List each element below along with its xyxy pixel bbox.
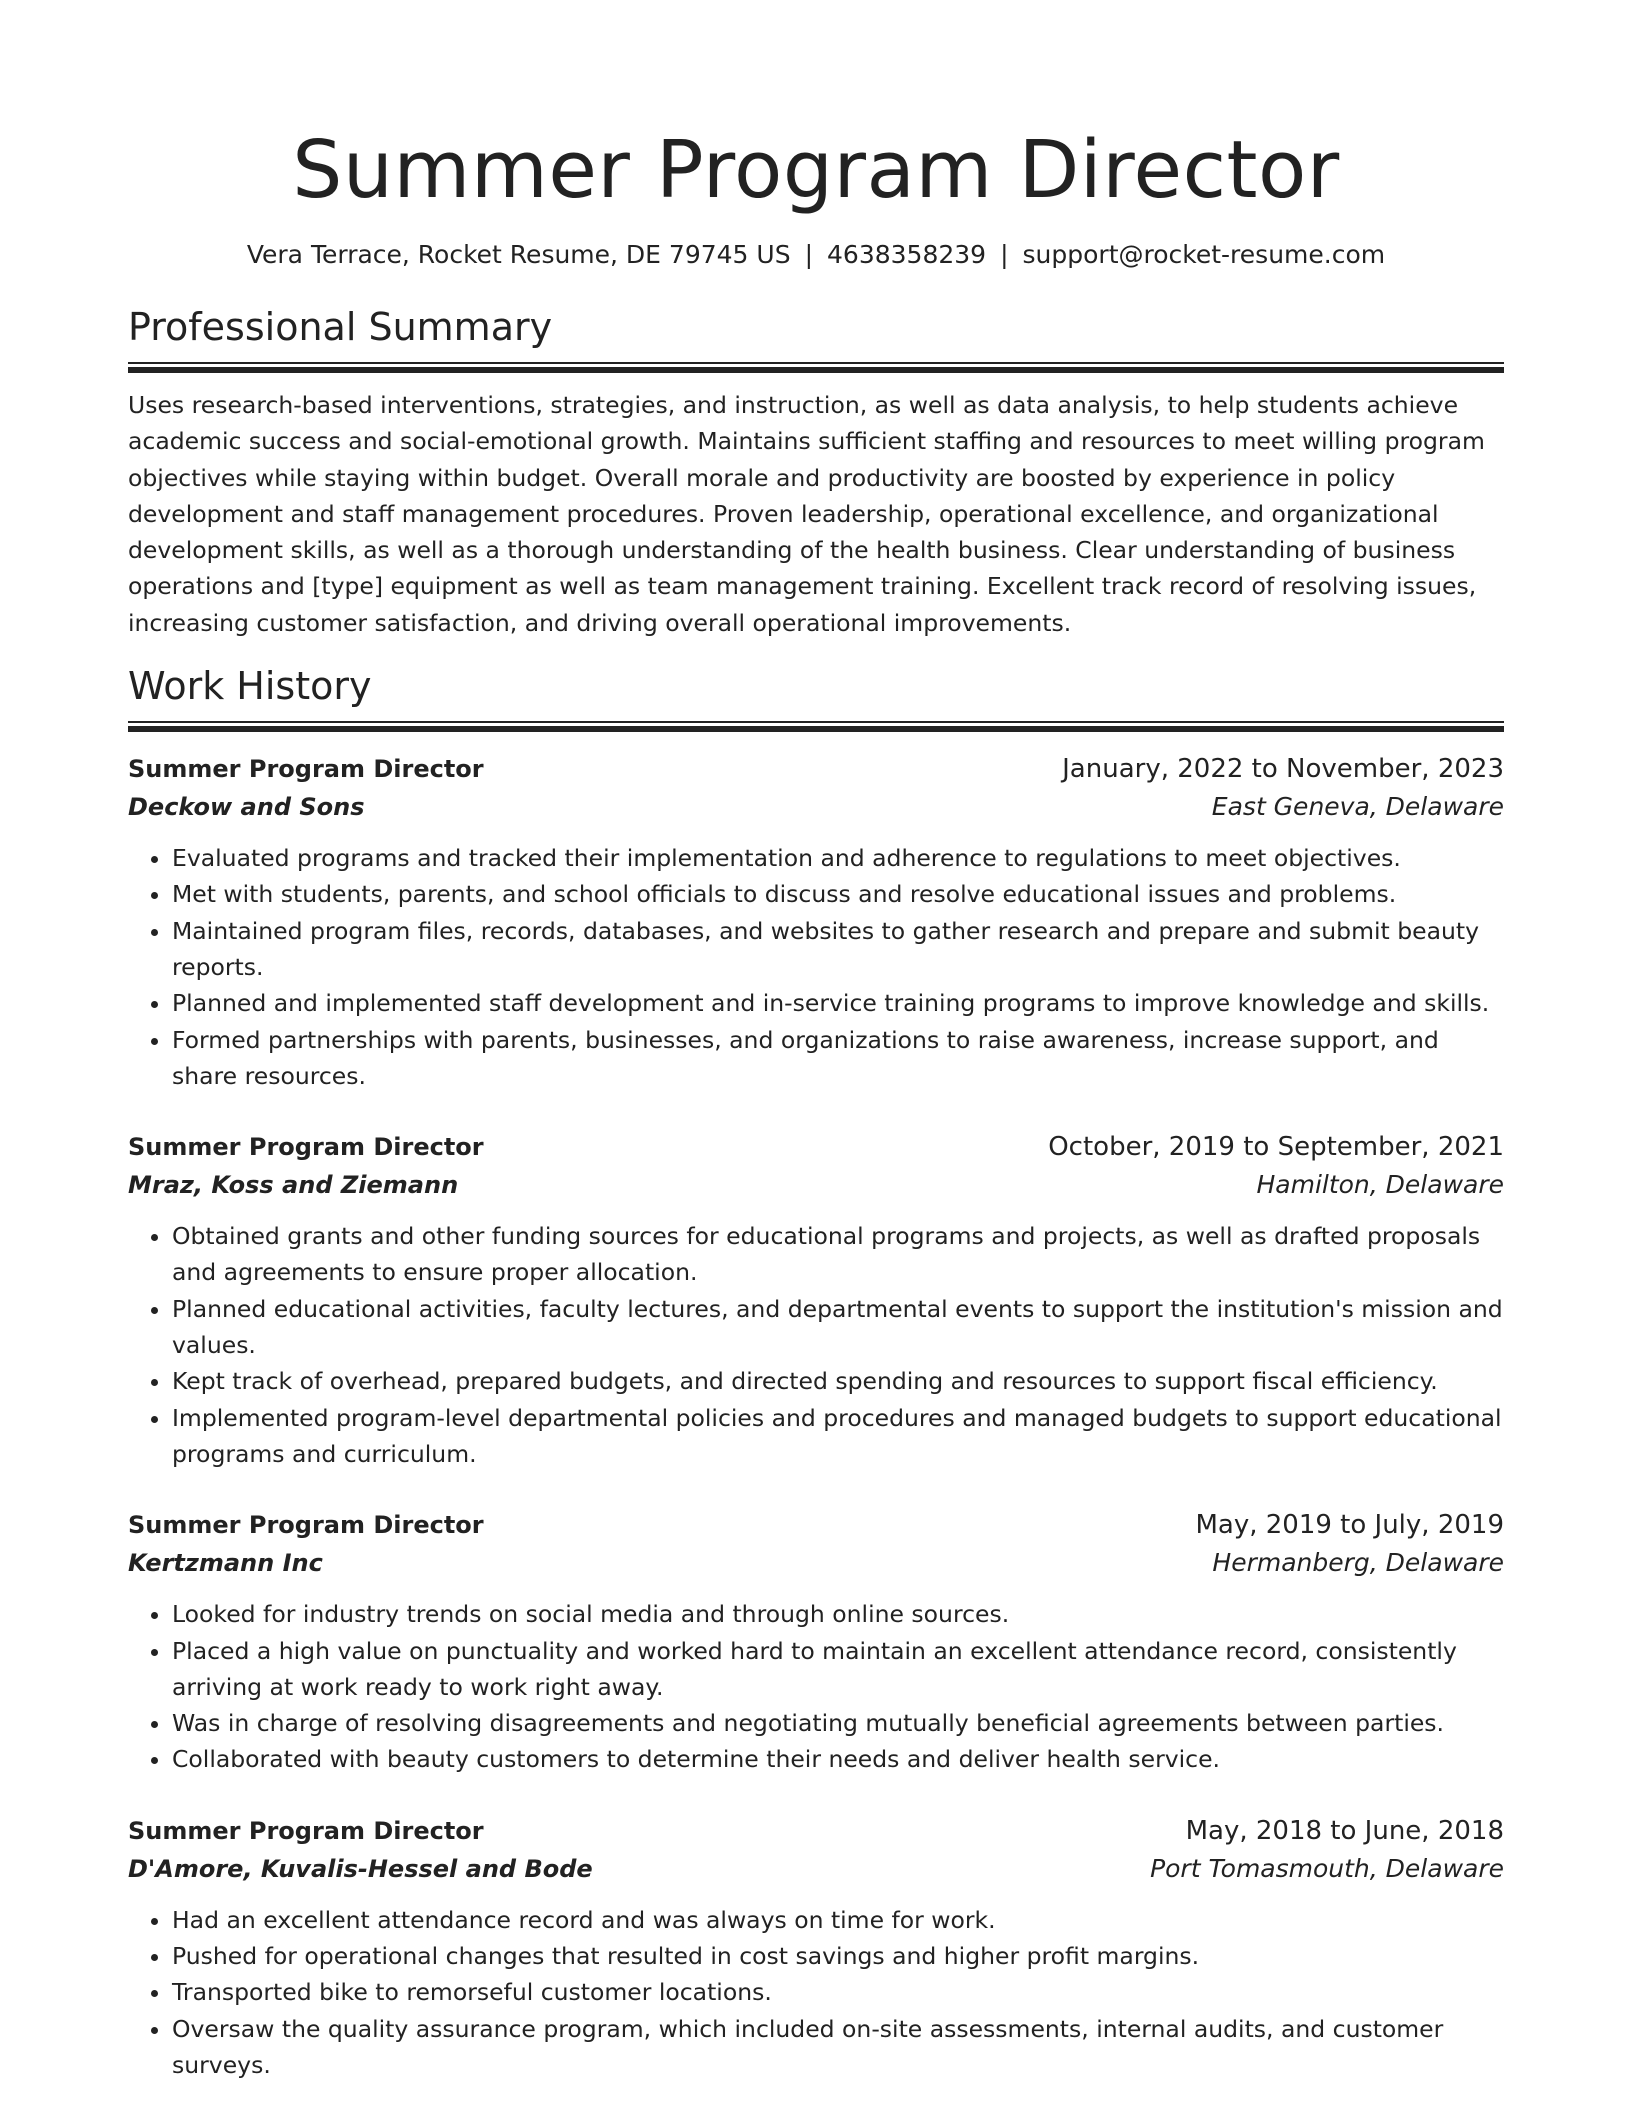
job-location: Hamilton, Delaware xyxy=(1256,1170,1504,1200)
job-header-row xyxy=(128,1812,1504,1850)
job-header-row xyxy=(128,1128,1504,1166)
job-bullet: • Evaluated programs and tracked their implementation and adherence to regulations to meet objectives. xyxy=(172,840,1504,876)
contact-separator: | xyxy=(1000,240,1009,269)
job-bullet: • Oversaw the quality assurance program, which included on-site assessments, internal audits, and customer surveys. xyxy=(172,2011,1504,2084)
job-title: Summer Program Director xyxy=(128,1133,484,1162)
job-bullet: • Was in charge of resolving disagreements and negotiating mutually beneficial agreements between parties. xyxy=(172,1705,1504,1741)
job-company-row xyxy=(128,1544,1504,1582)
job-company-row xyxy=(128,788,1504,826)
job-dates: January, 2022 to November, 2023 xyxy=(1062,754,1504,785)
job-title: Summer Program Director xyxy=(128,1511,484,1540)
job-bullet: • Planned educational activities, faculty lectures, and departmental events to support the institution's mission and values. xyxy=(172,1291,1504,1364)
job-company: Deckow and Sons xyxy=(128,793,365,822)
job-company-row xyxy=(128,1850,1504,1888)
job-entry xyxy=(128,1812,1504,2083)
job-company: D'Amore, Kuvalis-Hessel and Bode xyxy=(128,1854,593,1883)
job-bullet: • Pushed for operational changes that resulted in cost savings and higher profit margins. xyxy=(172,1938,1504,1974)
job-location: East Geneva, Delaware xyxy=(1211,792,1504,822)
job-bullet: • Obtained grants and other funding sources for educational programs and projects, as well as drafted proposals and agreements to ensure proper allocation. xyxy=(172,1218,1504,1291)
job-dates: October, 2019 to September, 2021 xyxy=(1048,1132,1504,1163)
contact-email: support@rocket-resume.com xyxy=(1022,240,1386,269)
section-heading-summary: Professional Summary xyxy=(128,305,553,349)
section-heading-work-history: Work History xyxy=(128,664,372,709)
contact-address: Vera Terrace, Rocket Resume, DE 79745 US xyxy=(246,240,791,269)
job-entry xyxy=(128,1506,1504,1777)
job-header-row xyxy=(128,1506,1504,1544)
job-bullets xyxy=(128,840,1504,1094)
job-entry xyxy=(128,1128,1504,1472)
job-location: Port Tomasmouth, Delaware xyxy=(1150,1853,1504,1883)
job-bullet: • Implemented program-level departmental policies and procedures and managed budgets to support educational programs and curriculum. xyxy=(172,1400,1504,1473)
job-company-row xyxy=(128,1166,1504,1204)
contact-phone: 4638358239 xyxy=(827,240,987,269)
job-title: Summer Program Director xyxy=(128,1816,484,1845)
section-divider xyxy=(128,721,1504,732)
job-header-row xyxy=(128,750,1504,788)
job-company: Mraz, Koss and Ziemann xyxy=(128,1171,459,1200)
work-history-section xyxy=(128,661,1504,2083)
section-divider xyxy=(128,362,1504,373)
job-title: Summer Program Director xyxy=(128,755,484,784)
job-bullets xyxy=(128,1596,1504,1777)
job-bullet: • Had an excellent attendance record and was always on time for work. xyxy=(172,1902,1504,1938)
job-bullet: • Collaborated with beauty customers to determine their needs and deliver health service. xyxy=(172,1741,1504,1777)
job-bullet: • Transported bike to remorseful customer locations. xyxy=(172,1974,1504,2010)
job-bullet: • Placed a high value on punctuality and worked hard to maintain an excellent attendance record, consistently arriving at work ready to work right away. xyxy=(172,1633,1504,1706)
professional-summary-section xyxy=(128,302,1504,641)
job-location: Hermanberg, Delaware xyxy=(1212,1548,1504,1578)
contact-separator: | xyxy=(804,240,814,269)
page-title: Summer Program Director xyxy=(292,124,1340,216)
job-bullet: • Kept track of overhead, prepared budgets, and directed spending and resources to support fiscal efficiency. xyxy=(172,1363,1504,1399)
job-bullet: • Looked for industry trends on social media and through online sources. xyxy=(172,1596,1504,1632)
job-dates: May, 2019 to July, 2019 xyxy=(1195,1510,1504,1541)
job-bullet: • Formed partnerships with parents, businesses, and organizations to raise awareness, increase support, and share resources. xyxy=(172,1022,1504,1095)
job-dates: May, 2018 to June, 2018 xyxy=(1185,1815,1504,1846)
job-bullet: • Met with students, parents, and school officials to discuss and resolve educational issues and problems. xyxy=(172,876,1504,912)
job-company: Kertzmann Inc xyxy=(128,1549,323,1578)
job-entry xyxy=(128,750,1504,1094)
job-bullet: • Planned and implemented staff development and in-service training programs to improve knowledge and skills. xyxy=(172,985,1504,1021)
job-bullet: • Maintained program files, records, databases, and websites to gather research and prepare and submit beauty reports. xyxy=(172,913,1504,986)
summary-text: Uses research-based interventions, strategies, and instruction, as well as data analysis, to help students achieve academic success and social-emotional growth. Maintains sufficient staffing and resources to meet willing program objectives while staying within budget. Overall morale and productivity are boosted by experience in policy development and staff management procedures. Proven leadership, operational excellence, and organizational development skills, as well as a thorough understanding of the health business. Clear understanding of business operations and [type] equipment as well as team management training. Excellent track record of resolving issues, increasing customer satisfaction, and driving overall operational improvements. xyxy=(128,391,1485,637)
job-bullets xyxy=(128,1218,1504,1472)
job-bullets xyxy=(128,1902,1504,2083)
contact-line xyxy=(128,238,1504,272)
